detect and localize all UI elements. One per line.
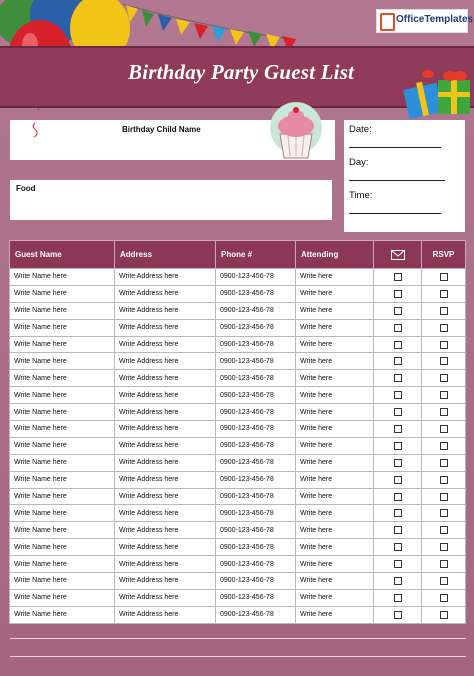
cupcake-icon bbox=[268, 100, 324, 164]
time-field[interactable] bbox=[349, 213, 441, 214]
rsvp-checkbox[interactable] bbox=[440, 391, 448, 399]
rsvp-checkbox[interactable] bbox=[440, 307, 448, 315]
address-cell[interactable]: Write Address here bbox=[115, 285, 216, 302]
gift-icon bbox=[400, 62, 474, 124]
attending-cell[interactable]: Write here bbox=[296, 370, 374, 387]
rsvp-checkbox-cell bbox=[422, 437, 466, 454]
rsvp-checkbox[interactable] bbox=[440, 442, 448, 450]
attending-cell[interactable]: Write here bbox=[296, 539, 374, 556]
invited-checkbox[interactable] bbox=[394, 459, 402, 467]
phone-cell[interactable]: 0900-123-456-78 bbox=[216, 573, 296, 590]
date-field[interactable] bbox=[349, 147, 441, 148]
invited-checkbox[interactable] bbox=[394, 526, 402, 534]
attending-cell[interactable]: Write here bbox=[296, 573, 374, 590]
invited-checkbox[interactable] bbox=[394, 290, 402, 298]
address-cell[interactable]: Write Address here bbox=[115, 539, 216, 556]
invited-checkbox-cell bbox=[374, 302, 422, 319]
rsvp-checkbox-cell bbox=[422, 606, 466, 623]
guest-name-cell[interactable]: Write Name here bbox=[10, 539, 115, 556]
header-phone: Phone # bbox=[216, 241, 296, 269]
guest-table bbox=[9, 240, 466, 624]
child-name-label: Birthday Child Name bbox=[122, 125, 201, 134]
phone-cell[interactable]: 0900-123-456-78 bbox=[216, 488, 296, 505]
address-cell[interactable]: Write Address here bbox=[115, 370, 216, 387]
phone-cell[interactable]: 0900-123-456-78 bbox=[216, 522, 296, 539]
invited-checkbox-cell bbox=[374, 387, 422, 404]
invited-checkbox[interactable] bbox=[394, 442, 402, 450]
invited-checkbox[interactable] bbox=[394, 408, 402, 416]
table-row bbox=[10, 556, 466, 573]
rsvp-checkbox[interactable] bbox=[440, 560, 448, 568]
guest-name-cell[interactable]: Write Name here bbox=[10, 285, 115, 302]
rsvp-checkbox-cell bbox=[422, 522, 466, 539]
invited-checkbox-cell bbox=[374, 285, 422, 302]
address-cell[interactable]: Write Address here bbox=[115, 269, 216, 286]
rsvp-checkbox-cell bbox=[422, 539, 466, 556]
invited-checkbox-cell bbox=[374, 606, 422, 623]
rsvp-checkbox-cell bbox=[422, 556, 466, 573]
rsvp-checkbox-cell bbox=[422, 387, 466, 404]
table-row bbox=[10, 573, 466, 590]
address-cell[interactable]: Write Address here bbox=[115, 556, 216, 573]
rsvp-checkbox-cell bbox=[422, 353, 466, 370]
table-row bbox=[10, 522, 466, 539]
attending-cell[interactable]: Write here bbox=[296, 319, 374, 336]
phone-cell[interactable]: 0900-123-456-78 bbox=[216, 404, 296, 421]
table-row bbox=[10, 285, 466, 302]
header-rsvp: RSVP bbox=[422, 241, 466, 269]
guest-name-cell[interactable]: Write Name here bbox=[10, 319, 115, 336]
attending-cell[interactable]: Write here bbox=[296, 589, 374, 606]
invited-checkbox-cell bbox=[374, 336, 422, 353]
invited-checkbox-cell bbox=[374, 421, 422, 438]
attending-cell[interactable]: Write here bbox=[296, 421, 374, 438]
day-field[interactable] bbox=[349, 180, 445, 181]
food-label: Food bbox=[16, 184, 36, 193]
invited-checkbox[interactable] bbox=[394, 594, 402, 602]
attending-cell[interactable]: Write here bbox=[296, 387, 374, 404]
phone-cell[interactable]: 0900-123-456-78 bbox=[216, 556, 296, 573]
guest-name-cell[interactable]: Write Name here bbox=[10, 421, 115, 438]
rsvp-checkbox[interactable] bbox=[440, 611, 448, 619]
guest-name-cell[interactable]: Write Name here bbox=[10, 387, 115, 404]
address-cell[interactable]: Write Address here bbox=[115, 454, 216, 471]
rsvp-checkbox[interactable] bbox=[440, 509, 448, 517]
invited-checkbox-cell bbox=[374, 573, 422, 590]
guest-name-cell[interactable]: Write Name here bbox=[10, 353, 115, 370]
rsvp-checkbox[interactable] bbox=[440, 374, 448, 382]
day-label: Day: bbox=[349, 157, 369, 168]
address-cell[interactable]: Write Address here bbox=[115, 589, 216, 606]
address-cell[interactable]: Write Address here bbox=[115, 302, 216, 319]
invited-checkbox[interactable] bbox=[394, 476, 402, 484]
rsvp-checkbox-cell bbox=[422, 285, 466, 302]
address-cell[interactable]: Write Address here bbox=[115, 404, 216, 421]
address-cell[interactable]: Write Address here bbox=[115, 522, 216, 539]
rsvp-checkbox[interactable] bbox=[440, 459, 448, 467]
footer-line-2 bbox=[10, 656, 466, 657]
table-header-row bbox=[10, 241, 466, 269]
phone-cell[interactable]: 0900-123-456-78 bbox=[216, 539, 296, 556]
address-cell[interactable]: Write Address here bbox=[115, 336, 216, 353]
rsvp-checkbox-cell bbox=[422, 370, 466, 387]
phone-cell[interactable]: 0900-123-456-78 bbox=[216, 269, 296, 286]
table-row bbox=[10, 353, 466, 370]
invited-checkbox-cell bbox=[374, 539, 422, 556]
invited-checkbox-cell bbox=[374, 454, 422, 471]
invited-checkbox-cell bbox=[374, 556, 422, 573]
address-cell[interactable]: Write Address here bbox=[115, 353, 216, 370]
guest-name-cell[interactable]: Write Name here bbox=[10, 302, 115, 319]
ribbon-icon bbox=[30, 122, 40, 138]
address-cell[interactable]: Write Address here bbox=[115, 471, 216, 488]
attending-cell[interactable]: Write here bbox=[296, 302, 374, 319]
guest-name-cell[interactable]: Write Name here bbox=[10, 437, 115, 454]
rsvp-checkbox[interactable] bbox=[440, 408, 448, 416]
time-label: Time: bbox=[349, 190, 373, 201]
table-row bbox=[10, 606, 466, 623]
rsvp-checkbox[interactable] bbox=[440, 290, 448, 298]
invited-checkbox-cell bbox=[374, 319, 422, 336]
table-row bbox=[10, 336, 466, 353]
phone-cell[interactable]: 0900-123-456-78 bbox=[216, 336, 296, 353]
address-cell[interactable]: Write Address here bbox=[115, 573, 216, 590]
invited-checkbox[interactable] bbox=[394, 577, 402, 585]
address-cell[interactable]: Write Address here bbox=[115, 421, 216, 438]
rsvp-checkbox-cell bbox=[422, 404, 466, 421]
rsvp-checkbox-cell bbox=[422, 454, 466, 471]
attending-cell[interactable]: Write here bbox=[296, 404, 374, 421]
phone-cell[interactable]: 0900-123-456-78 bbox=[216, 302, 296, 319]
invited-checkbox[interactable] bbox=[394, 509, 402, 517]
invited-checkbox[interactable] bbox=[394, 560, 402, 568]
rsvp-checkbox-cell bbox=[422, 505, 466, 522]
rsvp-checkbox[interactable] bbox=[440, 594, 448, 602]
phone-cell[interactable]: 0900-123-456-78 bbox=[216, 437, 296, 454]
rsvp-checkbox-cell bbox=[422, 302, 466, 319]
attending-cell[interactable]: Write here bbox=[296, 522, 374, 539]
invited-checkbox-cell bbox=[374, 522, 422, 539]
address-cell[interactable]: Write Address here bbox=[115, 387, 216, 404]
phone-cell[interactable]: 0900-123-456-78 bbox=[216, 471, 296, 488]
rsvp-checkbox[interactable] bbox=[440, 425, 448, 433]
rsvp-checkbox-cell bbox=[422, 269, 466, 286]
guest-name-cell[interactable]: Write Name here bbox=[10, 370, 115, 387]
table-row bbox=[10, 421, 466, 438]
table-row bbox=[10, 471, 466, 488]
logo-mark-icon bbox=[380, 13, 395, 31]
table-row bbox=[10, 302, 466, 319]
table-row bbox=[10, 370, 466, 387]
envelope-icon bbox=[391, 250, 405, 260]
address-cell[interactable]: Write Address here bbox=[115, 437, 216, 454]
rsvp-checkbox[interactable] bbox=[440, 543, 448, 551]
invited-checkbox-cell bbox=[374, 505, 422, 522]
invited-checkbox[interactable] bbox=[394, 357, 402, 365]
guest-name-cell[interactable]: Write Name here bbox=[10, 606, 115, 623]
date-label: Date: bbox=[349, 124, 372, 135]
invited-checkbox[interactable] bbox=[394, 341, 402, 349]
logo bbox=[376, 9, 474, 33]
attending-cell[interactable]: Write here bbox=[296, 454, 374, 471]
attending-cell[interactable]: Write here bbox=[296, 336, 374, 353]
table-row bbox=[10, 269, 466, 286]
header-attending: Attending bbox=[296, 241, 374, 269]
table-row bbox=[10, 404, 466, 421]
table-row bbox=[10, 437, 466, 454]
phone-cell[interactable]: 0900-123-456-78 bbox=[216, 421, 296, 438]
table-row bbox=[10, 387, 466, 404]
rsvp-checkbox-cell bbox=[422, 573, 466, 590]
attending-cell[interactable]: Write here bbox=[296, 285, 374, 302]
invited-checkbox[interactable] bbox=[394, 307, 402, 315]
table-row bbox=[10, 505, 466, 522]
invited-checkbox[interactable] bbox=[394, 543, 402, 551]
rsvp-checkbox-cell bbox=[422, 336, 466, 353]
table-row bbox=[10, 539, 466, 556]
table-row bbox=[10, 589, 466, 606]
rsvp-checkbox[interactable] bbox=[440, 273, 448, 281]
rsvp-checkbox[interactable] bbox=[440, 493, 448, 501]
rsvp-checkbox-cell bbox=[422, 471, 466, 488]
invited-checkbox-cell bbox=[374, 404, 422, 421]
invited-checkbox-cell bbox=[374, 488, 422, 505]
header-envelope bbox=[374, 241, 422, 269]
attending-cell[interactable]: Write here bbox=[296, 269, 374, 286]
attending-cell[interactable]: Write here bbox=[296, 437, 374, 454]
attending-cell[interactable]: Write here bbox=[296, 471, 374, 488]
rsvp-checkbox[interactable] bbox=[440, 577, 448, 585]
guest-name-cell[interactable]: Write Name here bbox=[10, 488, 115, 505]
phone-cell[interactable]: 0900-123-456-78 bbox=[216, 370, 296, 387]
rsvp-checkbox-cell bbox=[422, 319, 466, 336]
guest-name-cell[interactable]: Write Name here bbox=[10, 505, 115, 522]
invited-checkbox-cell bbox=[374, 269, 422, 286]
phone-cell[interactable]: 0900-123-456-78 bbox=[216, 505, 296, 522]
address-cell[interactable]: Write Address here bbox=[115, 488, 216, 505]
rsvp-checkbox[interactable] bbox=[440, 526, 448, 534]
rsvp-checkbox[interactable] bbox=[440, 357, 448, 365]
page-title: Birthday Party Guest List bbox=[128, 60, 355, 84]
logo-text: OfficeTemplates bbox=[396, 14, 474, 25]
table-row bbox=[10, 454, 466, 471]
attending-cell[interactable]: Write here bbox=[296, 353, 374, 370]
guest-name-cell[interactable]: Write Name here bbox=[10, 454, 115, 471]
guest-name-cell[interactable]: Write Name here bbox=[10, 589, 115, 606]
invited-checkbox[interactable] bbox=[394, 391, 402, 399]
rsvp-checkbox-cell bbox=[422, 488, 466, 505]
phone-cell[interactable]: 0900-123-456-78 bbox=[216, 387, 296, 404]
attending-cell[interactable]: Write here bbox=[296, 505, 374, 522]
guest-rows bbox=[10, 269, 466, 624]
guest-name-cell[interactable]: Write Name here bbox=[10, 471, 115, 488]
footer-line-1 bbox=[10, 638, 466, 639]
header-guest-name: Guest Name bbox=[10, 241, 115, 269]
invited-checkbox-cell bbox=[374, 589, 422, 606]
phone-cell[interactable]: 0900-123-456-78 bbox=[216, 606, 296, 623]
guest-name-cell[interactable]: Write Name here bbox=[10, 522, 115, 539]
attending-cell[interactable]: Write here bbox=[296, 488, 374, 505]
invited-checkbox[interactable] bbox=[394, 611, 402, 619]
rsvp-checkbox-cell bbox=[422, 421, 466, 438]
invited-checkbox-cell bbox=[374, 471, 422, 488]
guest-name-cell[interactable]: Write Name here bbox=[10, 404, 115, 421]
invited-checkbox[interactable] bbox=[394, 425, 402, 433]
address-cell[interactable]: Write Address here bbox=[115, 606, 216, 623]
address-cell[interactable]: Write Address here bbox=[115, 505, 216, 522]
invited-checkbox[interactable] bbox=[394, 493, 402, 501]
invited-checkbox-cell bbox=[374, 370, 422, 387]
rsvp-checkbox-cell bbox=[422, 589, 466, 606]
phone-cell[interactable]: 0900-123-456-78 bbox=[216, 285, 296, 302]
rsvp-checkbox[interactable] bbox=[440, 476, 448, 484]
guest-name-cell[interactable]: Write Name here bbox=[10, 336, 115, 353]
guest-name-cell[interactable]: Write Name here bbox=[10, 556, 115, 573]
phone-cell[interactable]: 0900-123-456-78 bbox=[216, 454, 296, 471]
guest-name-cell[interactable]: Write Name here bbox=[10, 573, 115, 590]
phone-cell[interactable]: 0900-123-456-78 bbox=[216, 589, 296, 606]
event-details-box bbox=[344, 120, 465, 232]
invited-checkbox-cell bbox=[374, 353, 422, 370]
invited-checkbox[interactable] bbox=[394, 273, 402, 281]
rsvp-checkbox[interactable] bbox=[440, 341, 448, 349]
attending-cell[interactable]: Write here bbox=[296, 556, 374, 573]
food-box[interactable] bbox=[10, 180, 332, 220]
table-row bbox=[10, 319, 466, 336]
table-row bbox=[10, 488, 466, 505]
attending-cell[interactable]: Write here bbox=[296, 606, 374, 623]
guest-name-cell[interactable]: Write Name here bbox=[10, 269, 115, 286]
rsvp-checkbox[interactable] bbox=[440, 324, 448, 332]
phone-cell[interactable]: 0900-123-456-78 bbox=[216, 353, 296, 370]
invited-checkbox-cell bbox=[374, 437, 422, 454]
invited-checkbox[interactable] bbox=[394, 324, 402, 332]
header-address: Address bbox=[115, 241, 216, 269]
address-cell[interactable]: Write Address here bbox=[115, 319, 216, 336]
phone-cell[interactable]: 0900-123-456-78 bbox=[216, 319, 296, 336]
invited-checkbox[interactable] bbox=[394, 374, 402, 382]
